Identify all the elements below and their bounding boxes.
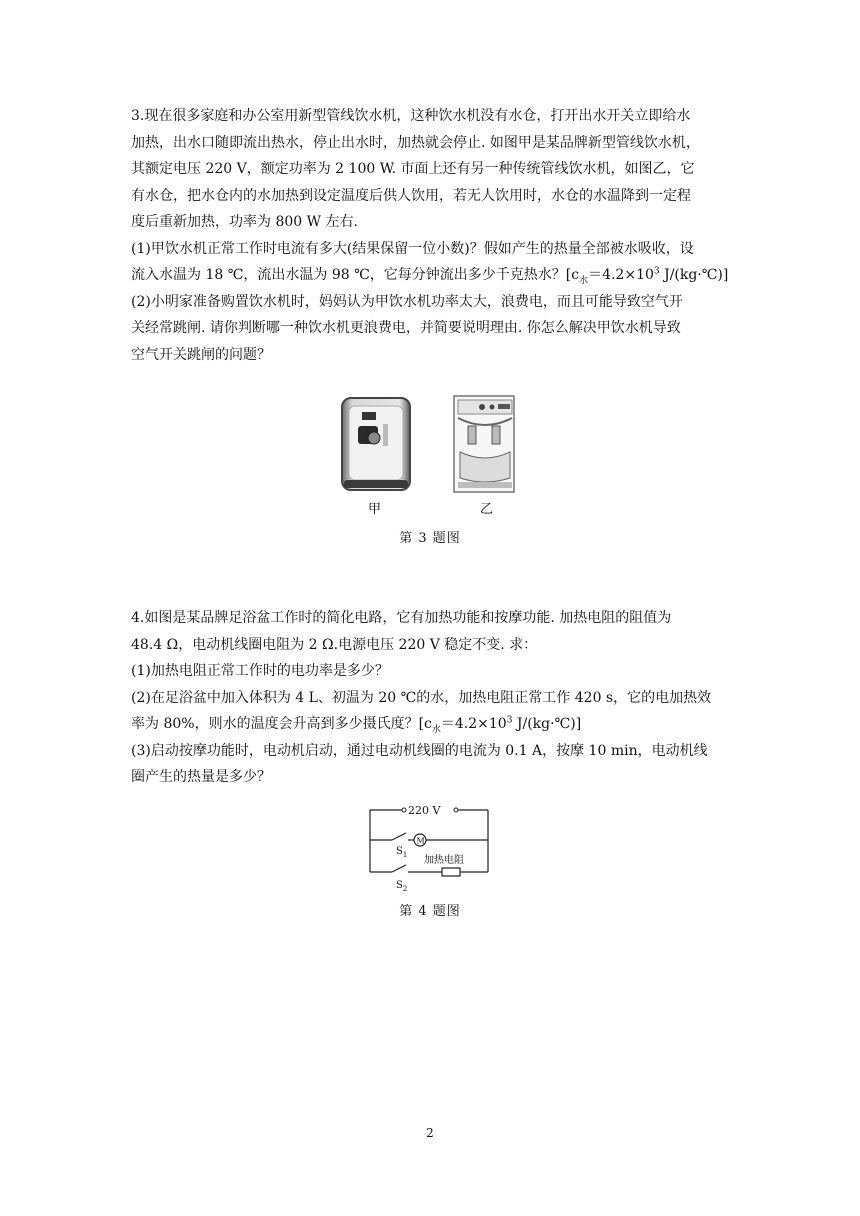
dispenser-b-image <box>448 392 522 496</box>
page-number: 2 <box>426 1126 434 1140</box>
q3-line-1: 3.现在很多家庭和办公室用新型管线饮水机，这种饮水机没有水仓，打开出水开关立即给水 <box>131 108 691 124</box>
q4-figure-caption: 第 4 题图 <box>399 904 461 919</box>
dispenser-b-label: 乙 <box>480 502 494 517</box>
q3-sub2-line-3: 空气开关跳闸的问题？ <box>131 346 271 363</box>
heater-label: 加热电阻 <box>424 855 464 866</box>
q4-sub3-line-2: 圈产生的热量是多少？ <box>131 769 271 785</box>
q4-paragraph <box>131 605 731 791</box>
q4-sub2-line-2: 率为 80%，则水的温度会升高到多少摄氏度？[$c_水=4.2\times 10^3$ J/(kg·℃)] <box>131 715 582 735</box>
switch-1-label: $S_1$ <box>396 846 408 859</box>
q3-paragraph <box>131 103 731 368</box>
dispenser-a-label: 甲 <box>368 502 382 517</box>
circuit-voltage-label: 220 V <box>408 804 441 817</box>
q3-sub1-line-2: 流入水温为 18 ℃，流出水温为 98 ℃，它每分钟流出多少千克热水？[$c_水=4.2\times 10^3$ J/(kg·℃)] <box>131 266 729 286</box>
q3-line-2: 加热，出水口随即流出热水，停止出水时，加热就会停止. 如图甲是某品牌新型管线饮水机， <box>131 134 700 151</box>
q4-sub3-line-1: (3)启动按摩功能时，电动机启动，通过电动机线圈的电流为 0.1 A，按摩 10 min，电动机线 <box>131 742 708 759</box>
q3-figure-caption: 第 3 题图 <box>399 531 461 546</box>
q4-line-2: 48.4 Ω，电动机线圈电阻为 2 Ω.电源电压 220 V 稳定不变. 求： <box>131 636 538 653</box>
switch-2-label: $S_2$ <box>396 880 408 893</box>
q3-sub1-line-1: (1)甲饮水机正常工作时电流有多大(结果保留一位小数)？假如产生的热量全部被水吸收，设 <box>131 240 694 257</box>
q4-sub1: (1)加热电阻正常工作时的电功率是多少？ <box>131 663 389 679</box>
circuit-diagram <box>362 800 496 896</box>
q4-sub2-line-1: (2)在足浴盆中加入体积为 4 L、初温为 20 ℃的水，加热电阻正常工作 420 s，它的电加热效 <box>131 689 712 706</box>
q3-sub2-line-1: (2)小明家准备购置饮水机时，妈妈认为甲饮水机功率太大，浪费电，而且可能导致空气开 <box>131 293 683 310</box>
q3-line-3: 其额定电压 220 V，额定功率为 2 100 W. 市面上还有另一种传统管线饮水机，如图乙，它 <box>131 161 695 177</box>
motor-symbol: M <box>416 836 425 846</box>
q4-line-1: 4.如图是某品牌足浴盆工作时的简化电路，它有加热功能和按摩功能. 加热电阻的阻值为 <box>131 610 672 626</box>
dispenser-a-image <box>340 396 412 492</box>
q3-line-5: 度后重新加热，功率为 800 W 左右. <box>131 214 358 230</box>
q3-sub2-line-2: 关经常跳闸. 请你判断哪一种饮水机更浪费电，并简要说明理由. 你怎么解决甲饮水机导致 <box>131 320 681 336</box>
q3-line-4: 有水仓，把水仓内的水加热到设定温度后供人饮用，若无人饮用时，水仓的水温降到一定程 <box>131 187 691 204</box>
